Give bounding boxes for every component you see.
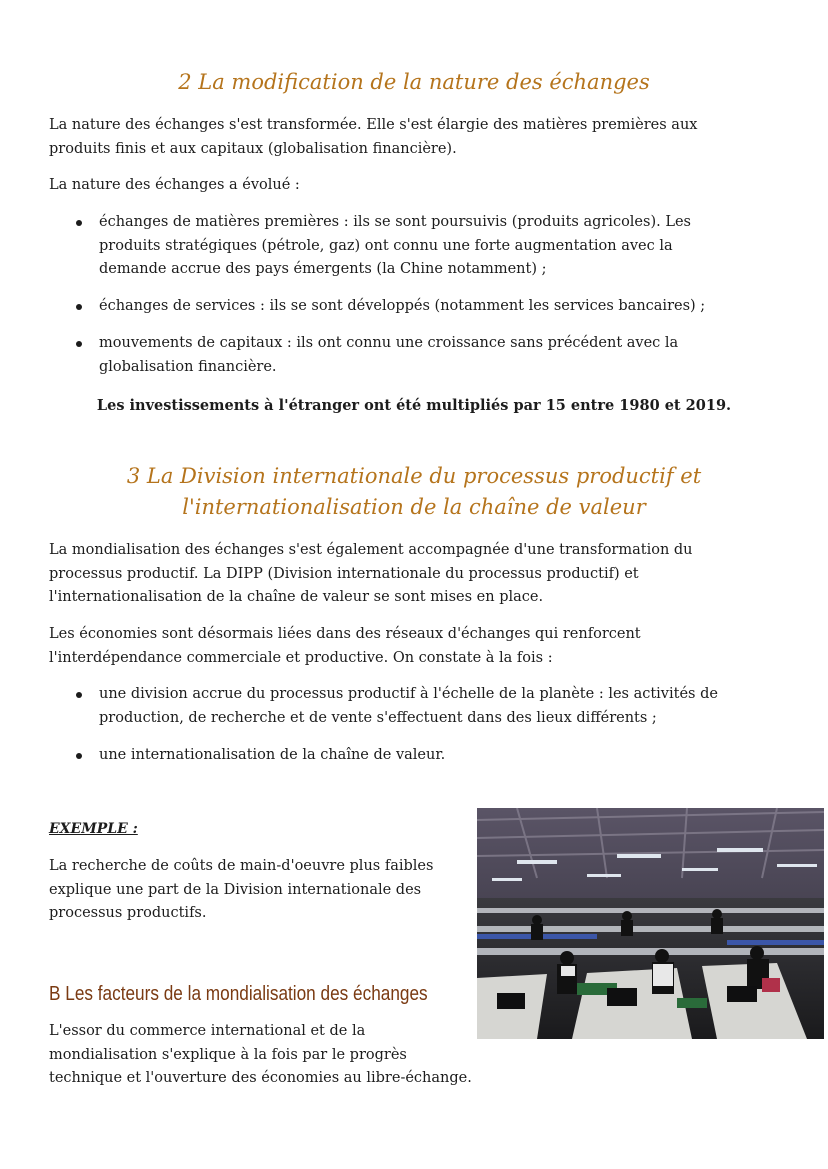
bullet-icon [76,753,82,759]
key-fact-statement: Les investissements à l'étranger ont été multipliés par 15 entre 1980 et 2019. [96,397,732,414]
section-b-paragraph: L'essor du commerce international et de la mondialisation s'explique à la fois par le progrès technique et l'ouverture des économies au libre-échange. [49,1023,472,1086]
example-text: La recherche de coûts de main-d'oeuvre plus faibles explique une part de la Division internationale des processus productifs. [49,858,434,921]
list-item: mouvements de capitaux : ils ont connu une croissance sans précédent avec la globalisation financière. [76,332,678,379]
section-3-paragraph-2: Les économies sont désormais liées dans des réseaux d'échanges qui renforcent l'interdépendance commerciale et productive. On constate à la fois : [49,626,641,666]
bullet-icon [76,220,82,226]
section-3-heading: 3 La Division internationale du processus productif et l'internationalisation de la chaîne de valeur [126,464,702,519]
section-2-paragraph-2: La nature des échanges a évolué : [49,177,300,193]
list-item: échanges de services : ils se sont développés (notamment les services bancaires) ; [76,295,705,319]
textile-factory-photo [477,808,824,1039]
bullet-icon [76,304,82,310]
section-3-paragraph-1: La mondialisation des échanges s'est également accompagnée d'une transformation du processus productif. La DIPP (Division internationale du processus productif) et l'internationalisation de la chaîne de valeur se sont mises en place. [49,542,693,605]
section-2-heading: 2 La modification de la nature des échanges [178,70,650,94]
list-item: une internationalisation de la chaîne de valeur. [76,744,445,768]
example-label: EXEMPLE : [49,821,138,837]
factory-photo-icon [477,808,824,1039]
list-item: échanges de matières premières : ils se sont poursuivis (produits agricoles). Les produits stratégiques (pétrole, gaz) ont connu une forte augmentation avec la demande accrue des pays émergents (la Chine notamment) ; [76,211,691,282]
bullet-icon [76,341,82,347]
section-b-heading: B Les facteurs de la mondialisation des échanges [49,983,428,1005]
section-2-paragraph-1: La nature des échanges s'est transformée. Elle s'est élargie des matières premières aux produits finis et aux capitaux (globalisation financière). [49,117,698,157]
bullet-icon [76,692,82,698]
list-item: une division accrue du processus productif à l'échelle de la planète : les activités de production, de recherche et de vente s'effectuent dans des lieux différents ; [76,683,718,730]
